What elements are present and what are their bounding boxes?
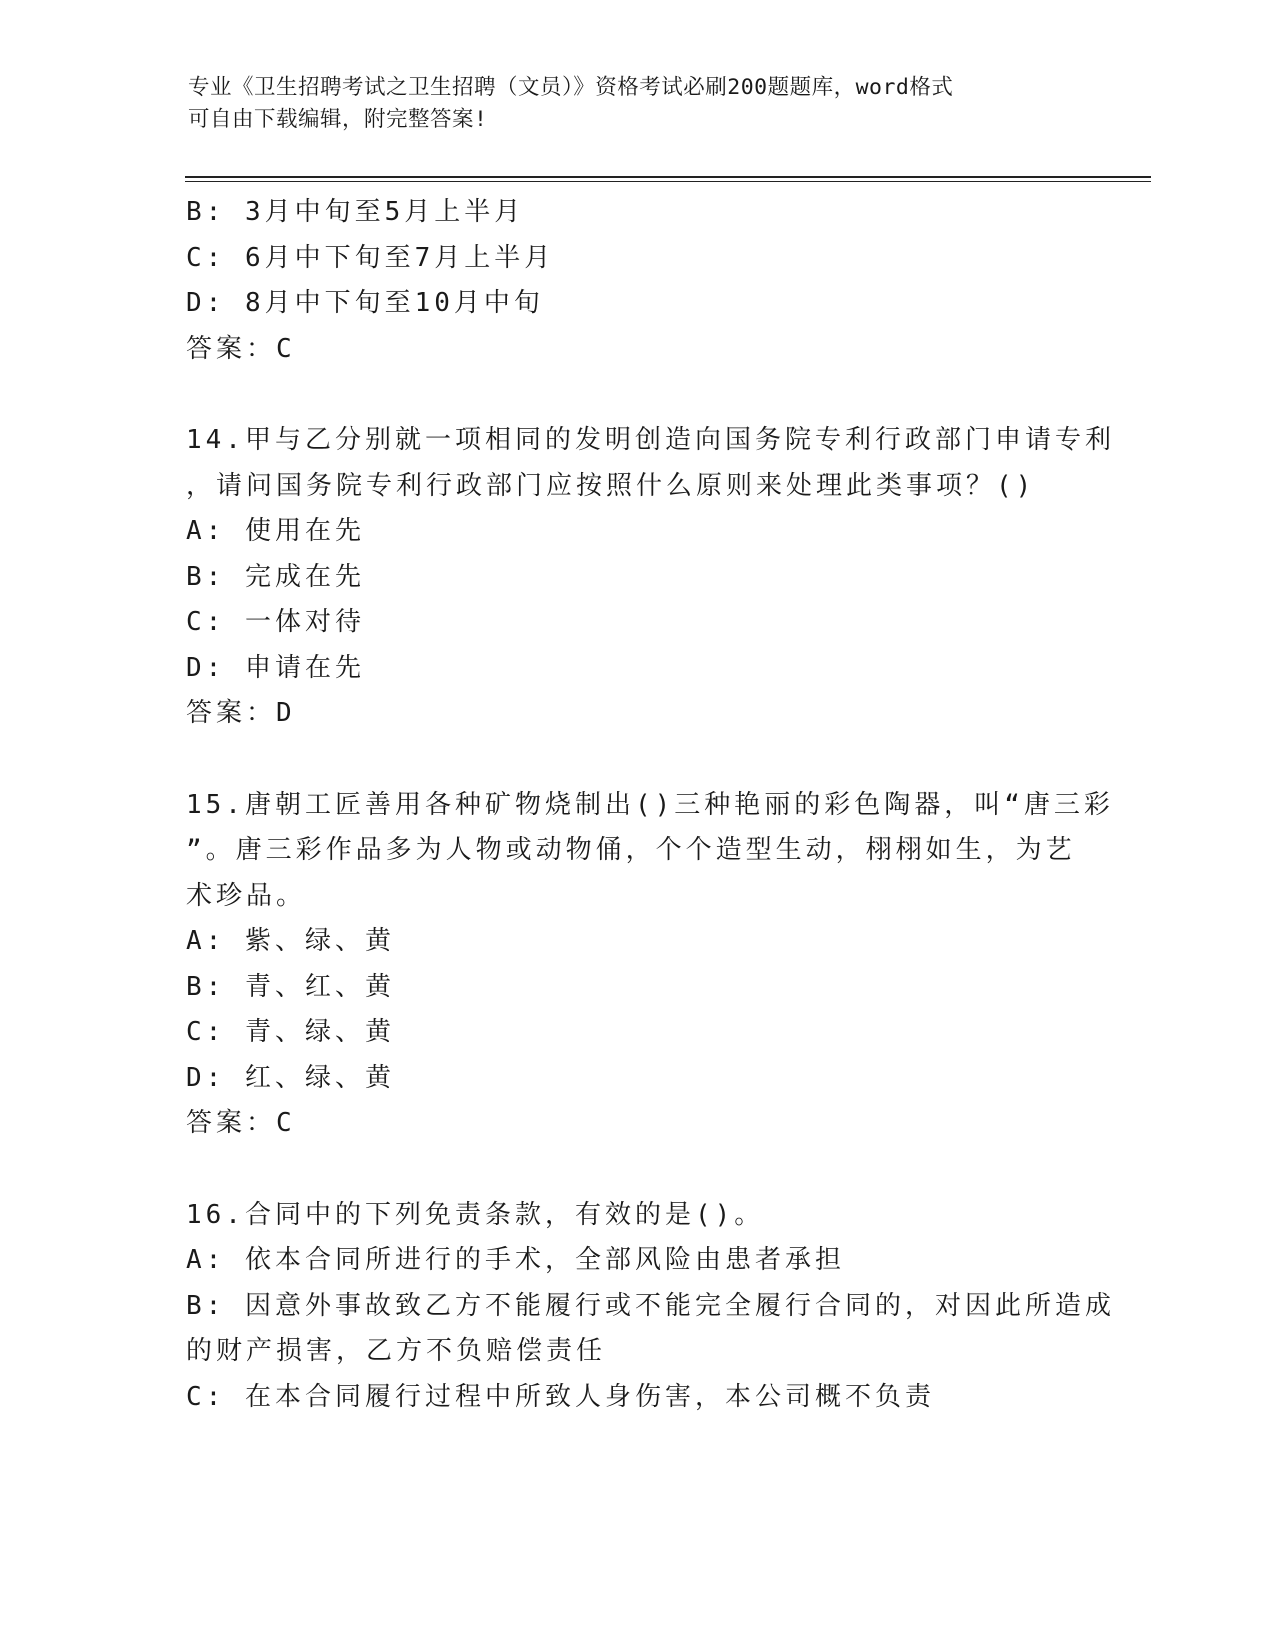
option-b: B: 完成在先 bbox=[186, 561, 365, 592]
option-c: C: 6月中下旬至7月上半月 bbox=[186, 242, 555, 273]
question-16 bbox=[186, 1193, 1115, 1421]
header-rule-thin bbox=[185, 181, 1151, 182]
option-b: B: 青、红、黄 bbox=[186, 971, 395, 1002]
option-b-continued: 的财产损害，乙方不负赔偿责任 bbox=[186, 1336, 607, 1366]
question-text: 15.唐朝工匠善用各种矿物烧制出()三种艳丽的彩色陶器，叫“唐三彩 bbox=[186, 789, 1114, 820]
option-a: A: 使用在先 bbox=[186, 516, 365, 546]
question-text: ，请问国务院专利行政部门应按照什么原则来处理此类事项？() bbox=[186, 470, 1036, 501]
option-d: D: 8月中下旬至10月中旬 bbox=[186, 288, 544, 318]
option-c: C: 在本合同履行过程中所致人身伤害，本公司概不负责 bbox=[186, 1381, 935, 1412]
question-text: 14.甲与乙分别就一项相同的发明创造向国务院专利行政部门申请专利 bbox=[186, 425, 1115, 455]
option-a: A: 依本合同所进行的手术，全部风险由患者承担 bbox=[186, 1245, 845, 1275]
option-b: B: 因意外事故致乙方不能履行或不能完全履行合同的，对因此所造成 bbox=[186, 1290, 1115, 1321]
question-text: 术珍品。 bbox=[186, 880, 307, 911]
answer: 答案：C bbox=[186, 333, 296, 364]
question-text: ”。唐三彩作品多为人物或动物俑，个个造型生动，栩栩如生，为艺 bbox=[186, 835, 1076, 865]
option-b: B: 3月中旬至5月上半月 bbox=[186, 197, 525, 227]
question-text: 16.合同中的下列免责条款，有效的是()。 bbox=[186, 1199, 765, 1230]
answer: 答案：C bbox=[186, 1108, 296, 1138]
header-line-2: 可自由下载编辑，附完整答案! bbox=[188, 107, 488, 132]
option-d: D: 红、绿、黄 bbox=[186, 1062, 395, 1093]
option-d: D: 申请在先 bbox=[186, 652, 365, 683]
question-15 bbox=[186, 783, 1114, 1147]
option-a: A: 紫、绿、黄 bbox=[186, 926, 395, 956]
header-rule-thick bbox=[185, 176, 1151, 178]
answer: 答案：D bbox=[186, 698, 296, 728]
document-body bbox=[186, 190, 1115, 1420]
document-header bbox=[188, 72, 1068, 136]
header-line-1: 专业《卫生招聘考试之卫生招聘（文员）》资格考试必刷200题题库，word格式 bbox=[188, 75, 954, 100]
option-c: C: 青、绿、黄 bbox=[186, 1017, 395, 1047]
question-14 bbox=[186, 418, 1115, 737]
question-13-continued bbox=[186, 190, 1086, 372]
option-c: C: 一体对待 bbox=[186, 607, 365, 637]
